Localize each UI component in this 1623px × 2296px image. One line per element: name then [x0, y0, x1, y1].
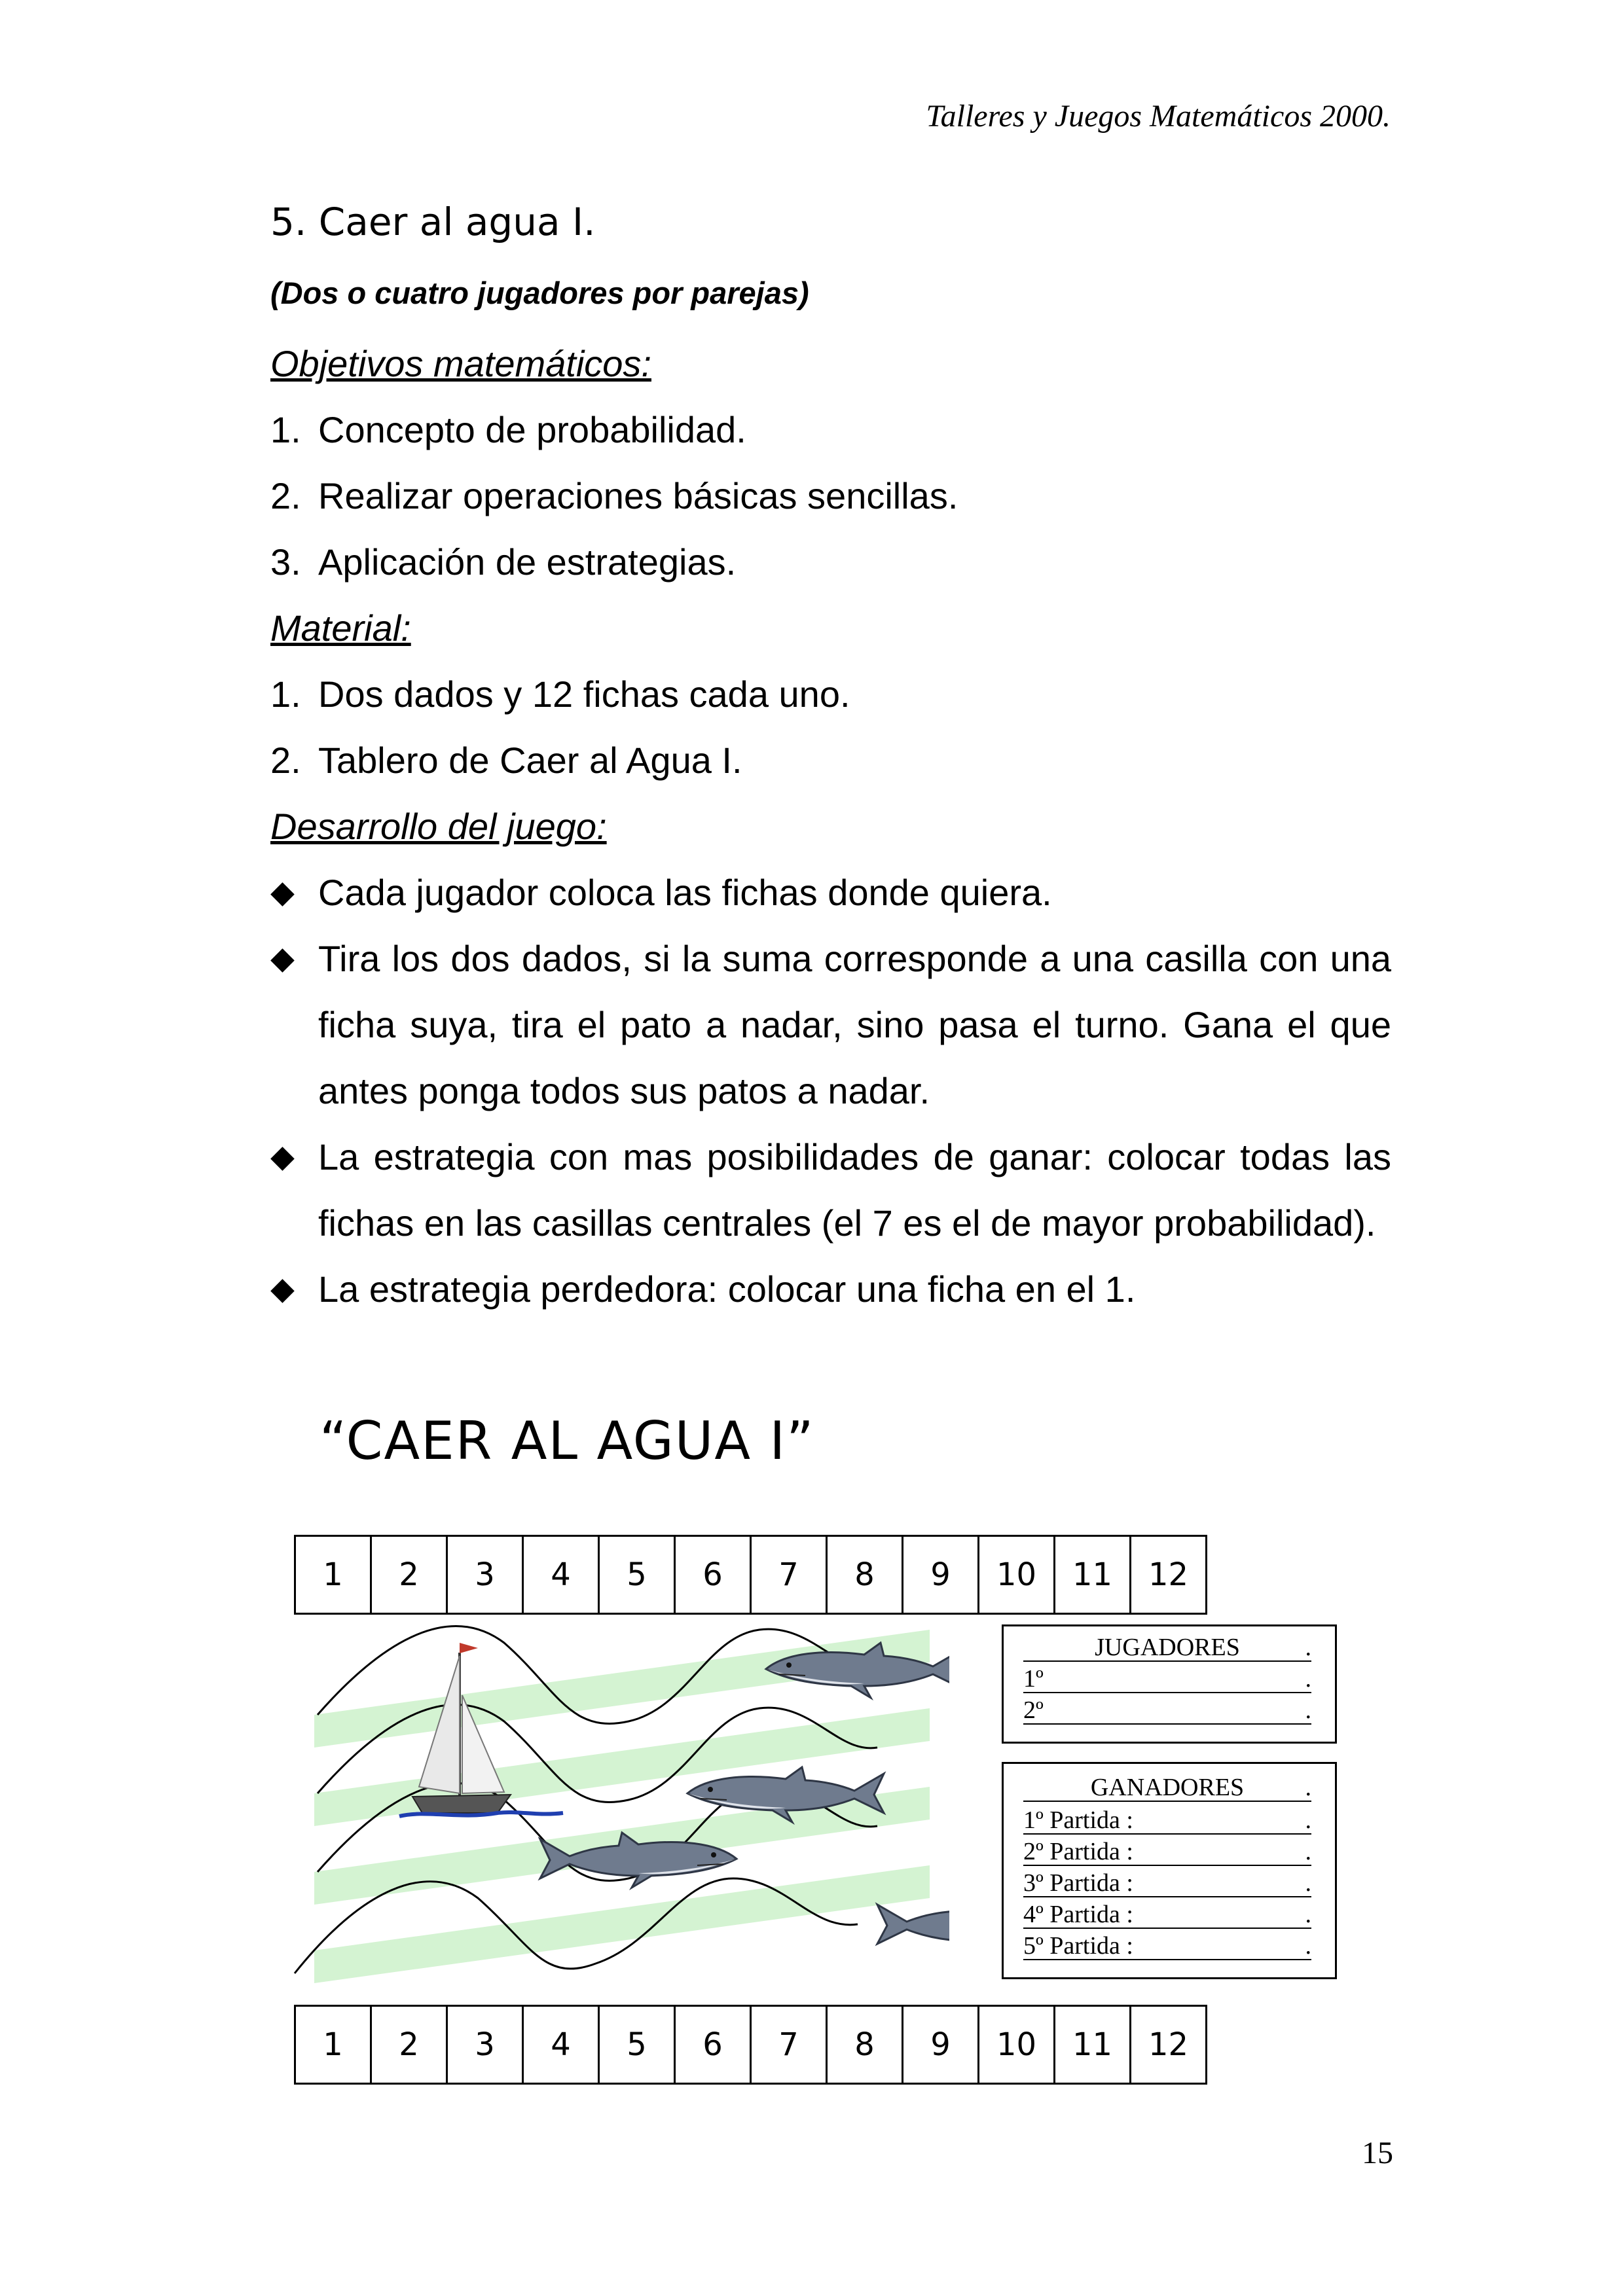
winners-title-row: GANADORES .	[1023, 1773, 1311, 1802]
player-row: 1º .	[1023, 1665, 1311, 1693]
page-number: 15	[1362, 2136, 1393, 2170]
winners-box	[1002, 1762, 1337, 1979]
cell: 9	[903, 1536, 979, 1614]
bullet-item: ◆ Tira los dos dados, si la suma corresponde a una casilla con una ficha suya, tira el pato a nadar, sino pasa el turno. Gana el que antes ponga todos sus patos a nadar.	[270, 925, 1391, 1124]
winner-row: 3º Partida : .	[1023, 1869, 1311, 1897]
diamond-bullet-icon: ◆	[270, 1272, 295, 1306]
winner-row: 4º Partida : .	[1023, 1901, 1311, 1928]
players-note: (Dos o cuatro jugadores por parejas)	[270, 276, 809, 310]
player-row: 2º .	[1023, 1696, 1311, 1724]
diamond-bullet-icon: ◆	[270, 875, 295, 910]
number-row-bottom	[294, 2005, 1207, 2085]
bullet-item: ◆ La estrategia con mas posibilidades de ganar: colocar todas las fichas en las casillas centrales (el 7 es el de mayor probabilidad).	[270, 1124, 1391, 1256]
cell: 5	[599, 1536, 675, 1614]
objectives-heading: Objetivos matemáticos:	[270, 343, 651, 384]
cell: 8	[827, 1536, 903, 1614]
bullet-item: ◆ La estrategia perdedora: colocar una ficha en el 1.	[270, 1256, 1391, 1322]
list-item: 3. Aplicación de estrategias.	[270, 541, 737, 583]
cell: 9	[903, 2006, 979, 2084]
section-title: 5. Caer al agua I.	[270, 200, 596, 244]
diamond-bullet-icon: ◆	[270, 941, 295, 976]
cell: 11	[1055, 2006, 1131, 2084]
cell: 5	[599, 2006, 675, 2084]
list-item: 1. Dos dados y 12 fichas cada uno.	[270, 673, 850, 715]
cell: 1	[295, 1536, 371, 1614]
cell: 8	[827, 2006, 903, 2084]
waves-illustration	[288, 1617, 949, 1983]
development-heading: Desarrollo del juego:	[270, 806, 607, 847]
list-item: 2. Realizar operaciones básicas sencillas.	[270, 475, 958, 516]
bullet-item: ◆ Cada jugador coloca las fichas donde quiera.	[270, 859, 1391, 925]
list-item: 1. Concepto de probabilidad.	[270, 409, 746, 450]
cell: 4	[523, 1536, 599, 1614]
cell: 3	[447, 2006, 523, 2084]
game-title: “CAER AL AGUA I”	[319, 1410, 815, 1471]
cell: 10	[979, 1536, 1055, 1614]
cell: 1	[295, 2006, 371, 2084]
winner-row: 5º Partida : .	[1023, 1932, 1311, 1960]
players-title-row: JUGADORES .	[1023, 1633, 1311, 1662]
material-heading: Material:	[270, 607, 411, 649]
running-header: Talleres y Juegos Matemáticos 2000.	[926, 99, 1391, 134]
body-text	[270, 331, 1391, 1322]
cell: 6	[675, 2006, 751, 2084]
cell: 7	[751, 1536, 827, 1614]
list-item: 2. Tablero de Caer al Agua I.	[270, 740, 742, 781]
shark-icon	[877, 1898, 949, 1953]
cell: 12	[1131, 2006, 1207, 2084]
cell: 3	[447, 1536, 523, 1614]
cell: 2	[371, 1536, 447, 1614]
cell: 12	[1131, 1536, 1207, 1614]
winner-row: 1º Partida : .	[1023, 1806, 1311, 1834]
cell: 6	[675, 1536, 751, 1614]
cell: 4	[523, 2006, 599, 2084]
winner-row: 2º Partida : .	[1023, 1838, 1311, 1865]
cell: 2	[371, 2006, 447, 2084]
cell: 7	[751, 2006, 827, 2084]
players-box	[1002, 1624, 1337, 1744]
cell: 11	[1055, 1536, 1131, 1614]
diamond-bullet-icon: ◆	[270, 1139, 295, 1174]
number-row-top	[294, 1535, 1207, 1615]
cell: 10	[979, 2006, 1055, 2084]
